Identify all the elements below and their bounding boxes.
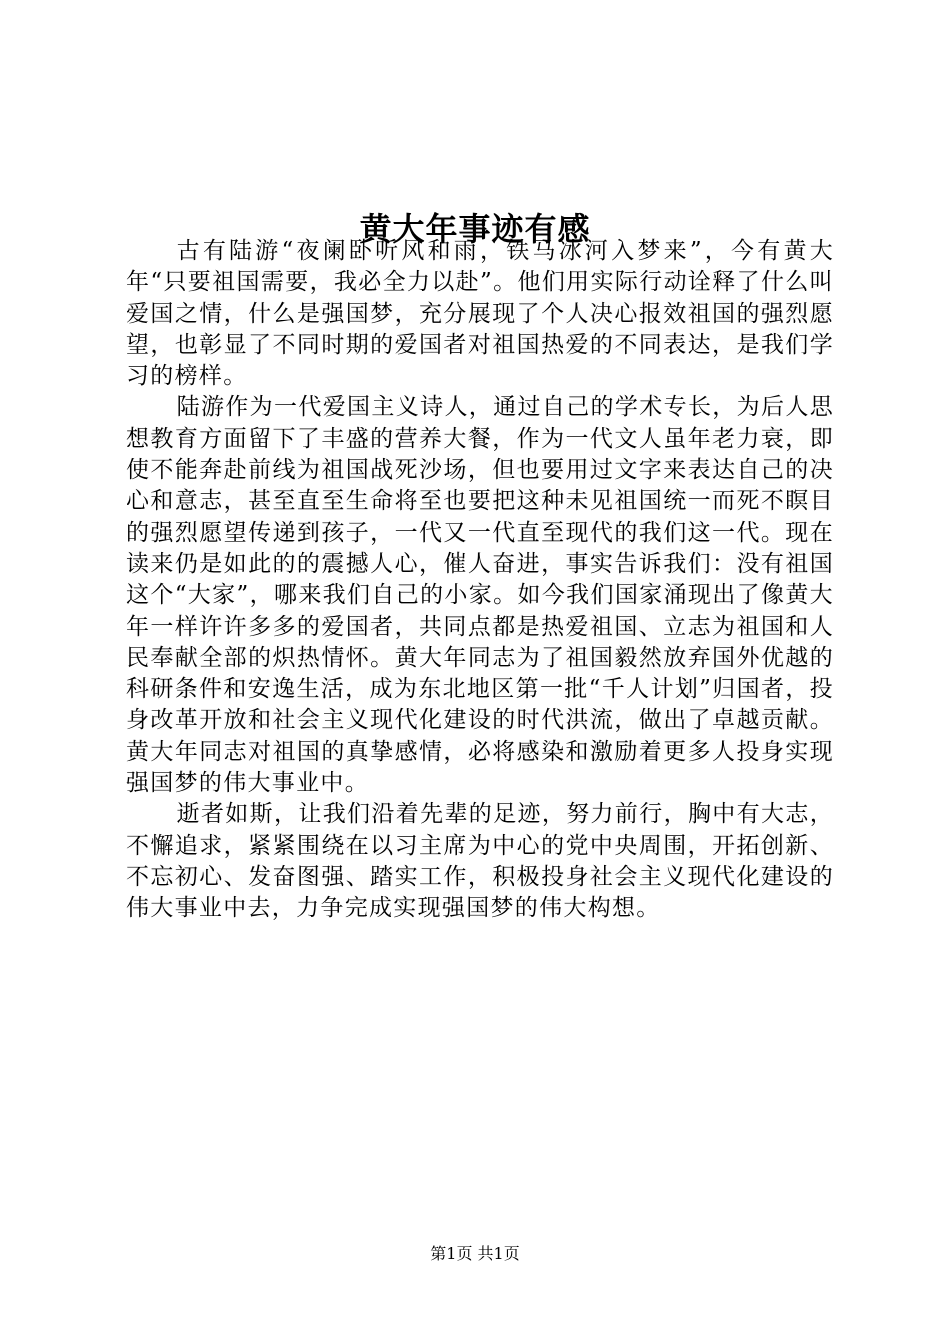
paragraph-3: 逝者如斯，让我们沿着先辈的足迹，努力前行，胸中有大志，不懈追求，紧紧围绕在以习主席为中心的党中央周围，开拓创新、不忘初心、发奋图强、踏实工作，积极投身社会主义现代化建设的伟大事业中去，力争完成实现强国梦的伟大构想。 xyxy=(126,801,834,922)
document-title: 黄大年事迹有感 xyxy=(359,210,591,249)
paragraph-1: 古有陆游“夜阑卧听风和雨，铁马冰河入梦来”，今有黄大年“只要祖国需要，我必全力以赴”。他们用实际行动诠释了什么叫爱国之情，什么是强国梦，充分展现了个人决心报效祖国的强烈愿望，也彰显了不同时期的爱国者对祖国热爱的不同表达，是我们学习的榜样。 xyxy=(126,238,834,390)
paragraph-2: 陆游作为一代爱国主义诗人，通过自己的学术专长，为后人思想教育方面留下了丰盛的营养大餐，作为一代文人虽年老力衰，即使不能奔赴前线为祖国战死沙场，但也要用过文字来表达自己的决心和意志，甚至直至生命将至也要把这种未见祖国统一而死不瞑目的强烈愿望传递到孩子，一代又一代直至现代的我们这一代。现在读来仍是如此的的震撼人心，催人奋进，事实告诉我们：没有祖国这个“大家”，哪来我们自己的小家。如今我们国家涌现出了像黄大年一样许许多多的爱国者，共同点都是热爱祖国、立志为祖国和人民奉献全部的炽热情怀。黄大年同志为了祖国毅然放弃国外优越的科研条件和安逸生活，成为东北地区第一批“千人计划”归国者，投身改革开放和社会主义现代化建设的时代洪流，做出了卓越贡献。黄大年同志对祖国的真挚感情，必将感染和激励着更多人投身实现强国梦的伟大事业中。 xyxy=(126,394,834,797)
document-body xyxy=(126,236,834,925)
page-footer: 第1页 共1页 xyxy=(430,1244,520,1263)
